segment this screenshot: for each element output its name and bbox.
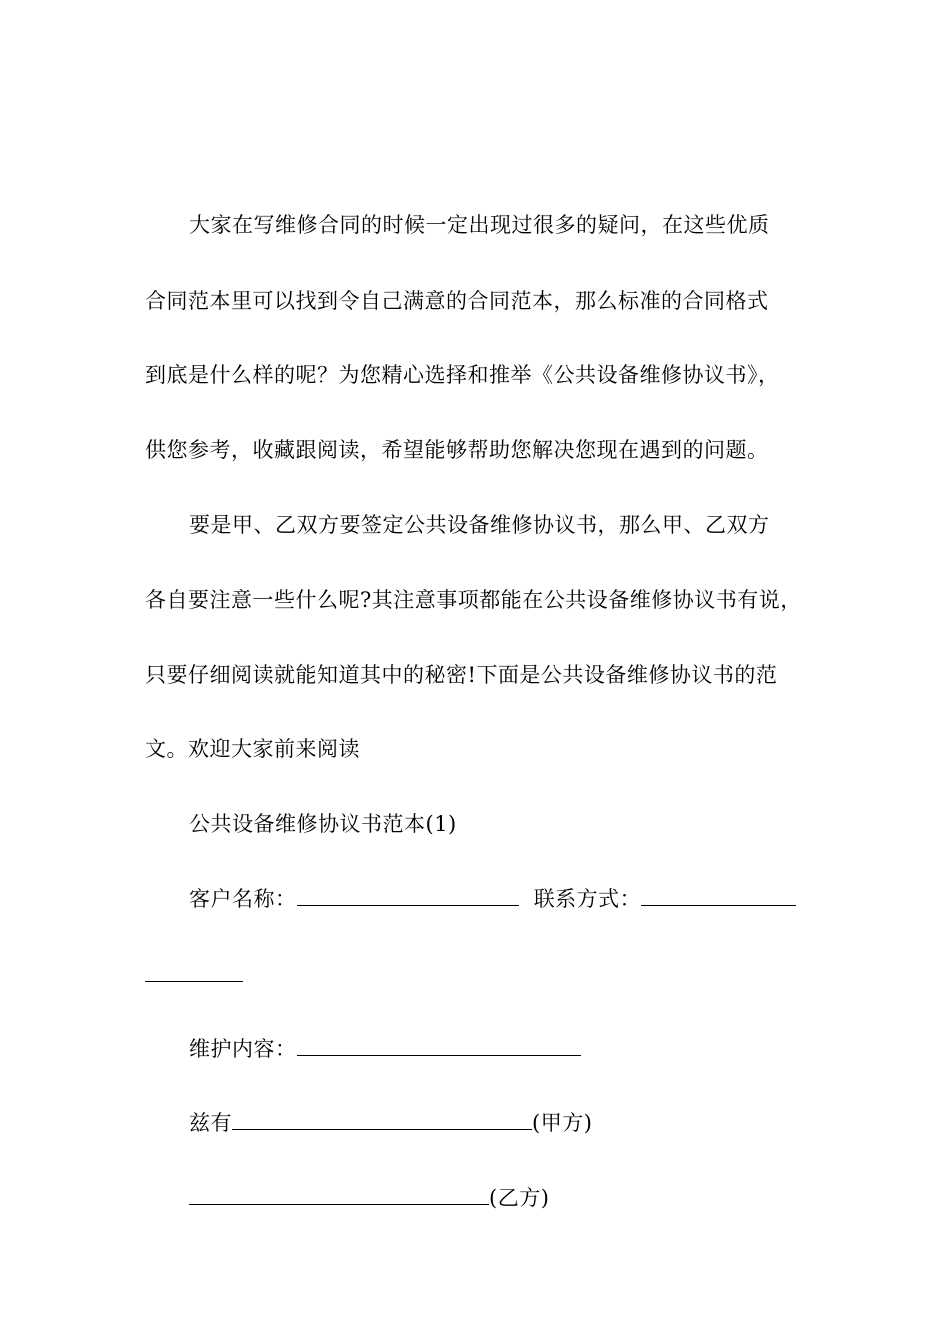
customer-name-blank <box>297 887 519 906</box>
intro-line-4: 供您参考，收藏跟阅读，希望能够帮助您解决您现在遇到的问题。 <box>145 438 769 462</box>
notes-line-1: 要是甲、乙双方要签定公共设备维修协议书，那么甲、乙双方 <box>189 513 770 537</box>
party-b-label: (乙方) <box>489 1186 550 1210</box>
party-a-blank <box>232 1111 532 1130</box>
maintenance-content-blank <box>297 1037 581 1056</box>
contact-label: 联系方式： <box>533 887 642 911</box>
party-b-blank <box>189 1186 489 1205</box>
party-b-row <box>189 1185 549 1211</box>
maintenance-content-label: 维护内容： <box>189 1037 297 1061</box>
notes-line-2: 各自要注意一些什么呢?其注意事项都能在公共设备维修协议书有说， <box>145 588 802 612</box>
party-a-row <box>189 1110 592 1136</box>
contact-blank <box>641 887 796 906</box>
customer-name-label: 客户名称： <box>189 887 297 911</box>
contact-continuation-row <box>145 962 243 988</box>
contact-blank-continuation <box>145 963 243 982</box>
hereby-label: 兹有 <box>189 1111 232 1135</box>
intro-line-1: 大家在写维修合同的时候一定出现过很多的疑问，在这些优质 <box>189 213 770 237</box>
intro-line-3: 到底是什么样的呢？为您精心选择和推举《公共设备维修协议书》， <box>145 363 780 387</box>
notes-line-4: 文。欢迎大家前来阅读 <box>145 737 360 761</box>
party-a-label: (甲方) <box>532 1111 593 1135</box>
template-title: 公共设备维修协议书范本(1) <box>189 812 457 836</box>
notes-line-3: 只要仔细阅读就能知道其中的秘密!下面是公共设备维修协议书的范 <box>145 663 778 687</box>
customer-contact-row <box>189 886 796 912</box>
intro-line-2: 合同范本里可以找到令自己满意的合同范本，那么标准的合同格式 <box>145 289 769 313</box>
maintenance-content-row <box>189 1036 581 1062</box>
